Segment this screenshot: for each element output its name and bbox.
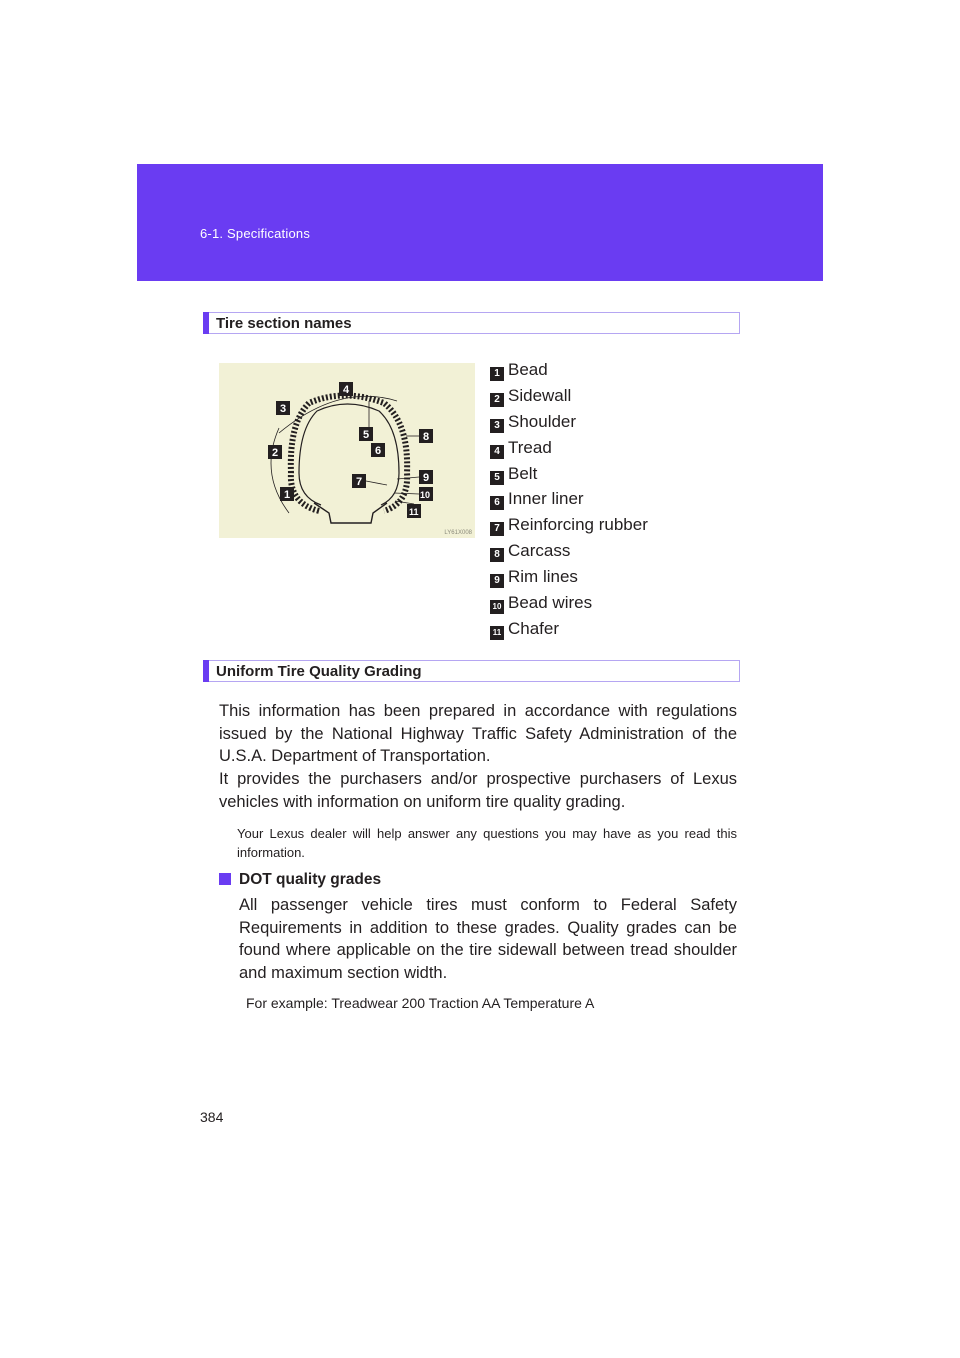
svg-text:1: 1 [284, 489, 291, 501]
utqg-paragraph-2: It provides the purchasers and/or prospective purchasers of Lexus vehicles with information on uniform tire quality grading. [219, 770, 737, 811]
legend-label: Sidewall [508, 385, 572, 405]
svg-text:5: 5 [363, 429, 370, 441]
legend-number: 9 [490, 574, 504, 588]
tire-section-heading [203, 312, 740, 334]
legend-number: 4 [490, 445, 504, 459]
rim [314, 503, 387, 523]
legend-label: Chafer [508, 618, 560, 638]
svg-text:9: 9 [423, 472, 430, 484]
svg-text:8: 8 [423, 431, 430, 443]
svg-text:7: 7 [356, 476, 363, 488]
utqg-heading-text: Uniform Tire Quality Grading [216, 663, 422, 680]
heading-accent [203, 312, 209, 334]
section-label: 6-1. Specifications [200, 226, 311, 241]
legend-label: Belt [508, 463, 538, 483]
legend-number: 1 [490, 367, 504, 381]
grade-example: For example: Treadwear 200 Traction AA Temperature A [246, 995, 595, 1011]
legend-number: 3 [490, 419, 504, 433]
utqg-heading [203, 660, 740, 682]
dot-quality-heading-text: DOT quality grades [239, 871, 382, 888]
figure-code: LY61X008 [444, 530, 472, 536]
svg-text:3: 3 [280, 403, 287, 415]
legend-number: 11 [490, 626, 504, 640]
legend-label: Reinforcing rubber [508, 515, 648, 535]
legend-label: Bead [508, 360, 548, 379]
square-bullet-icon [219, 873, 231, 885]
svg-text:2: 2 [272, 447, 279, 459]
legend-label: Rim lines [508, 567, 578, 587]
legend-number: 6 [490, 496, 504, 510]
legend-number: 2 [490, 393, 504, 407]
legend-label: Shoulder [508, 411, 577, 431]
svg-text:10: 10 [420, 490, 431, 500]
tire-cross-section-figure [219, 363, 475, 538]
tire-section-heading-text: Tire section names [216, 315, 352, 332]
legend-number: 7 [490, 522, 504, 536]
header-band [137, 164, 823, 281]
legend-number: 10 [490, 600, 504, 614]
dot-quality-heading [219, 871, 381, 889]
heading-accent [203, 660, 209, 682]
svg-text:6: 6 [375, 445, 382, 457]
page-number: 384 [200, 1109, 224, 1125]
legend-number: 8 [490, 548, 504, 562]
svg-text:11: 11 [409, 507, 419, 517]
dot-quality-body: All passenger vehicle tires must conform to Federal Safety Requirements in addition to these grades. Quality grades can be found where applicable on the tire sidewall between tread shoulder and maximum section width. [239, 896, 737, 982]
legend-label: Carcass [508, 541, 571, 561]
legend-number: 5 [490, 471, 504, 485]
legend-label: Bead wires [508, 593, 593, 613]
svg-text:4: 4 [343, 384, 350, 396]
utqg-paragraph-1: This information has been prepared in accordance with regulations issued by the National Highway Traffic Safety Administration of the U.S.A. Department of Transportation. [219, 702, 737, 766]
tire-diagram [219, 363, 475, 538]
dealer-note: Your Lexus dealer will help answer any questions you may have as you read this information. [237, 826, 737, 860]
legend-label: Tread [508, 437, 552, 457]
legend-label: Inner liner [508, 489, 584, 509]
